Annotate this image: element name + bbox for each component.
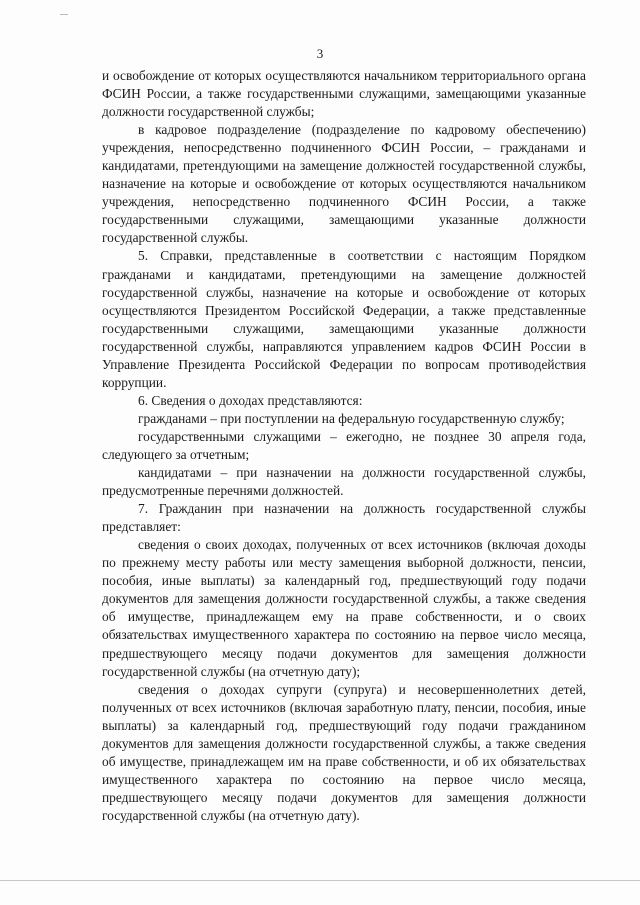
paragraph: сведения о доходах супруги (супруга) и несовершеннолетних детей, полученных от всех источников (включая заработную плату, пенсии, пособия, иные выплаты) за календарный год, предшествующий году подачи гражданином документов для замещения должности государственной службы, а также сведения об имуществе, принадлежащем им на праве собственности, и об их обязательствах имущественного характера по состоянию на первое число месяца, предшествующего месяцу подачи документов для замещения должности государственной службы (на отчетную дату). xyxy=(102,681,586,823)
paragraph-continuation: и освобождение от которых осуществляются начальником территориального органа ФСИН России, а также государственными служащими, замещающими указанные должности государственной службы; xyxy=(102,68,586,120)
scan-artifact xyxy=(60,14,68,15)
paragraph-item-5: 5. Справки, представленные в соответствии с настоящим Порядком гражданами и кандидатами, претендующими на замещение должностей государственной службы, назначение на которые и освобождение от которых осуществляются Президентом Российской Федерации, а также представленные государственными служащими, замещающими указанные должности государственной службы, направляются управлением кадров ФСИН России в Управление Президента Российской Федерации по вопросам противодействия коррупции. xyxy=(102,248,586,390)
document-body xyxy=(102,67,586,825)
paragraph: кандидатами – при назначении на должности государственной службы, предусмотренные перечнями должностей. xyxy=(102,465,586,499)
paragraph: государственными служащими – ежегодно, не позднее 30 апреля года, следующего за отчетным; xyxy=(102,428,586,462)
paragraph-item-7: 7. Гражданин при назначении на должность государственной службы представляет: xyxy=(102,501,586,535)
paragraph-item-6: 6. Сведения о доходах представляются: xyxy=(138,392,363,408)
paragraph: в кадровое подразделение (подразделение по кадровому обеспечению) учреждения, непосредственно подчиненного ФСИН России, – гражданами и кандидатами, претендующими на замещение должностей государственной службы, назначение на которые и освобождение от которых осуществляются начальником учреждения, непосредственно подчиненного ФСИН России, а также государственными служащими, замещающими указанные должности государственной службы. xyxy=(102,122,586,246)
paragraph: сведения о своих доходах, полученных от всех источников (включая доходы по прежнему месту работы или месту замещения выборной должности, пенсии, пособия, иные выплаты) за календарный год, предшествующий году подачи документов для замещения должности государственной службы, а также сведения об имуществе, принадлежащем ему на праве собственности, и о своих обязательствах имущественного характера по состоянию на первое число месяца, предшествующего месяцу подачи документов для замещения должности государственной службы (на отчетную дату); xyxy=(102,537,586,679)
scan-bottom-edge xyxy=(0,880,640,881)
paragraph: гражданами – при поступлении на федеральную государственную службу; xyxy=(138,410,565,426)
page-number: 3 xyxy=(316,46,324,61)
